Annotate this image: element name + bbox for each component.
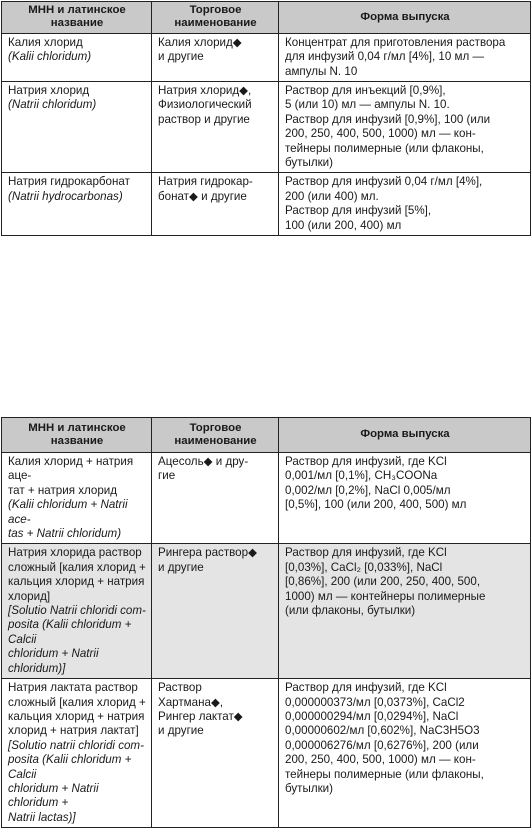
table-row <box>2 173 531 236</box>
cell-trade: Натрия хлорид◆, Физиологический раствор и другие <box>152 82 279 173</box>
cell-inn: Натрия хлорида раствор сложный [калия хлорид + кальция хлорид + натрия хлорид] [Solutio Natrii chloridi com- posita (Kalii chloridum + Calcii chloridum + Natrii chloridum)] <box>2 544 152 679</box>
drug-table-1 <box>1 1 531 236</box>
cell-trade: Раствор Хартмана◆, Рингер лактат◆ и другие <box>152 679 279 828</box>
cell-form: Раствор для инфузий, где KCl 0,001/мл [0,1%], CH₃COONa 0,002/мл [0,2%], NaCl 0,005/мл [0,5%], 100 (или 200, 400, 500) мл <box>279 453 531 544</box>
table-row <box>2 544 531 679</box>
cell-form: Раствор для инфузий, где KCl [0,03%], CaCl₂ [0,033%], NaCl [0,86%], 200 (или 200, 250, 400, 500, 1000) мл — контейнеры полимерные (или флаконы, бутылки) <box>279 544 531 679</box>
header-inn: МНН и латинское название <box>2 2 152 34</box>
table-header-row <box>2 2 531 34</box>
cell-form: Раствор для инъекций [0,9%], 5 (или 10) мл — ампулы N. 10. Раствор для инфузий [0,9%], 100 (или 200, 250, 400, 500, 1000) мл — кон- тейнеры полимерные (или флаконы, бутылки) <box>279 82 531 173</box>
table-row <box>2 679 531 828</box>
header-release-form: Форма выпуска <box>279 2 531 34</box>
header-trade-name: Торговое наименование <box>152 418 279 453</box>
header-inn: МНН и латинское название <box>2 418 152 453</box>
cell-inn: Натрия гидрокарбонат (Natrii hydrocarbonas) <box>2 173 152 236</box>
cell-trade: Рингера раствор◆ и другие <box>152 544 279 679</box>
cell-trade: Калия хлорид◆ и другие <box>152 33 279 81</box>
cell-inn: Калия хлорид + натрия аце- тат + натрия хлорид (Kalii chloridum + Natrii ace- tas + Natrii chloridum) <box>2 453 152 544</box>
cell-trade: Ацесоль◆ и дру- гие <box>152 453 279 544</box>
drug-table-2 <box>1 417 531 828</box>
table-header-row <box>2 418 531 453</box>
cell-inn: Натрия лактата раствор сложный [калия хлорид + кальция хлорид + натрия хлорид + натрия лактат] [Solutio natrii chloridi com- posita (Kalii chloridum + Calcii chloridum + Natrii chloridum + Natrii lactas)] <box>2 679 152 828</box>
cell-inn: Натрия хлорид (Natrii chloridum) <box>2 82 152 173</box>
cell-form: Раствор для инфузий, где KCl 0,000000373/мл [0,0373%], CaCl2 0,000000294/мл [0,0294%], NaCl 0,00000602/мл [0,602%], NaC3H5O3 0,000006276/мл [0,6276%], 200 (или 200, 250, 400, 500, 1000) мл — кон- тейнеры полимерные (или флаконы, бутылки) <box>279 679 531 828</box>
header-release-form: Форма выпуска <box>279 418 531 453</box>
cell-inn: Калия хлорид (Kalii chloridum) <box>2 33 152 81</box>
cell-form: Раствор для инфузий 0,04 г/мл [4%], 200 (или 400) мл. Раствор для инфузий [5%], 100 (или 200, 400) мл <box>279 173 531 236</box>
cell-form: Концентрат для приготовления раствора для инфузий 0,04 г/мл [4%], 10 мл — ампулы N. 10 <box>279 33 531 81</box>
table-row <box>2 82 531 173</box>
header-trade-name: Торговое наименование <box>152 2 279 34</box>
table-row <box>2 453 531 544</box>
table-row <box>2 33 531 81</box>
cell-trade: Натрия гидрокар- бонат◆ и другие <box>152 173 279 236</box>
